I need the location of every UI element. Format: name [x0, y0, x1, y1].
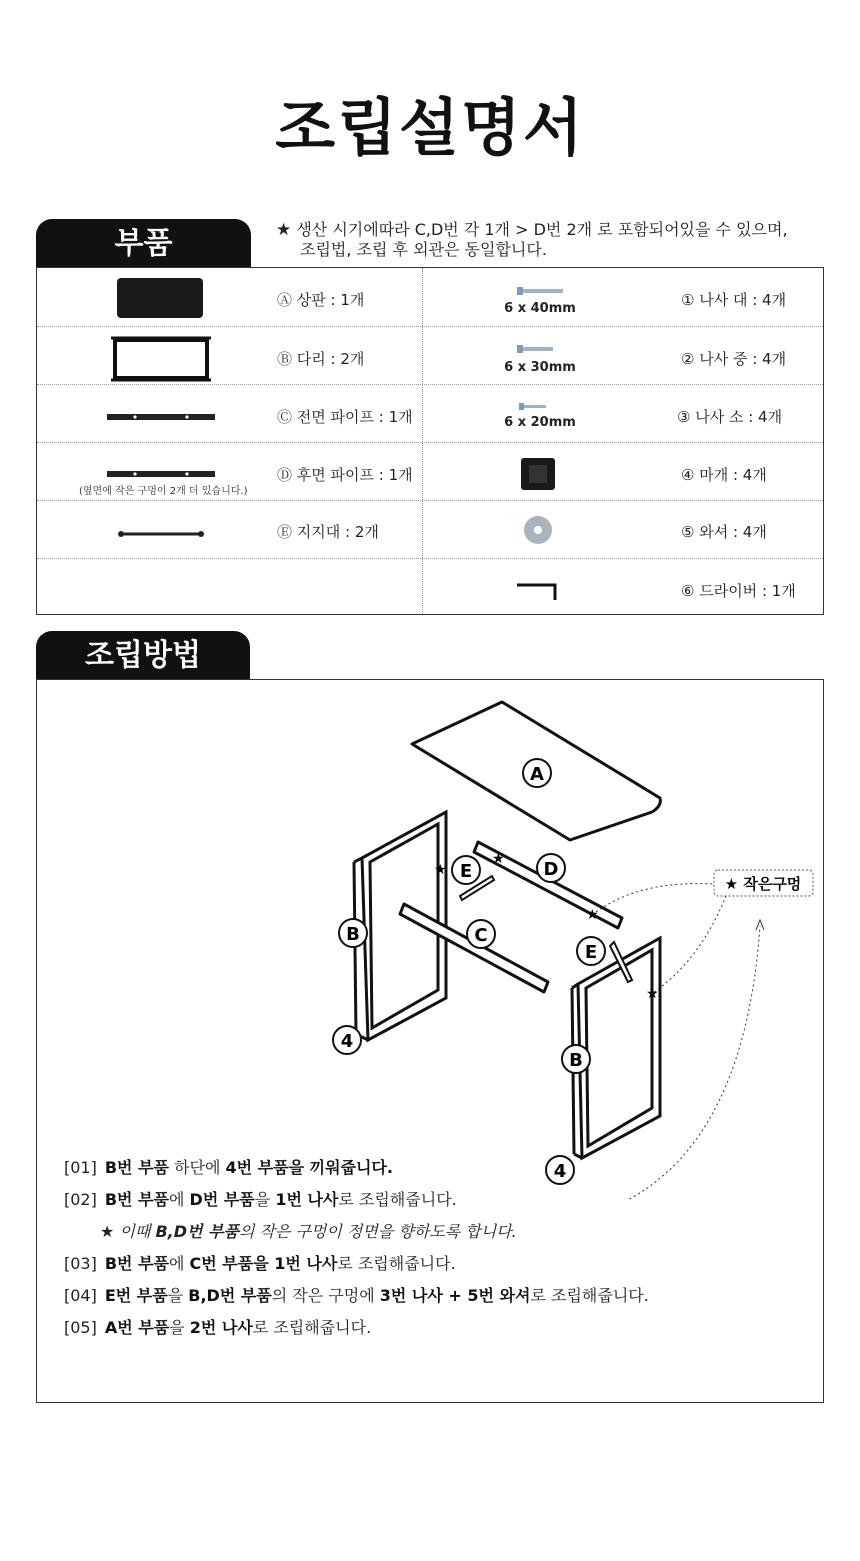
part-e-label: Ⓔ 지지대 : 2개	[277, 523, 379, 541]
part-c-label: Ⓒ 전면 파이프 : 1개	[277, 408, 413, 426]
rear-pipe-image	[107, 471, 215, 477]
connector-line	[654, 896, 726, 992]
svg-text:D: D	[543, 859, 559, 880]
part-3-label: ③ 나사 소 : 4개	[677, 408, 783, 426]
step-05: [05] A번 부품을 2번 나사로 조립해줍니다.	[64, 1318, 372, 1337]
svg-text:B: B	[346, 924, 360, 945]
support-bar-image	[118, 531, 204, 537]
step-02-note: ★ 이때 B,D번 부품의 작은 구멍이 정면을 향하도록 합니다.	[100, 1222, 517, 1241]
screw-large-image	[517, 287, 563, 295]
label-b-right-callout	[562, 1045, 590, 1073]
screw-medium-dim: 6 x 30mm	[504, 360, 576, 375]
part-1-label: ① 나사 대 : 4개	[681, 291, 787, 309]
page-title: 조립설명서	[275, 91, 585, 164]
parts-notice	[276, 220, 836, 260]
diagram-star: ★	[646, 986, 659, 1002]
part-d-label: Ⓓ 후면 파이프 : 1개	[277, 466, 413, 484]
svg-text:C: C	[474, 925, 488, 946]
cap-image	[521, 458, 555, 490]
svg-text:B: B	[569, 1050, 583, 1071]
assembly-diagram	[0, 680, 860, 1200]
svg-text:4: 4	[553, 1161, 567, 1182]
diagram-front-pipe	[400, 904, 548, 992]
step-01: [01] B번 부품 하단에 4번 부품을 끼워줍니다.	[64, 1158, 393, 1177]
screw-small-dim: 6 x 20mm	[504, 415, 576, 430]
part-d-note: (옆면에 작은 구멍이 2개 더 있습니다.)	[79, 486, 248, 497]
assembly-section-tab: 조립방법	[36, 631, 250, 680]
notice-line-2: 조립법, 조립 후 외관은 동일합니다.	[300, 240, 547, 259]
parts-section-tab: 부품	[36, 219, 251, 268]
tabletop-image	[117, 278, 203, 318]
screw-large-dim: 6 x 40mm	[504, 301, 576, 316]
svg-text:★ 작은구멍: ★ 작은구멍	[724, 875, 802, 893]
washer-image	[524, 516, 552, 544]
parts-table	[36, 267, 824, 615]
svg-text:A: A	[530, 764, 544, 785]
part-b-label: Ⓑ 다리 : 2개	[277, 350, 365, 368]
arrow-head	[756, 920, 764, 930]
screw-medium-image	[517, 345, 553, 353]
part-2-label: ② 나사 중 : 4개	[681, 350, 787, 368]
label-a-callout	[523, 759, 551, 787]
notice-line-1: 생산 시기에따라 C,D번 각 1개 > D번 2개 로 포함되어있을 수 있으며,	[296, 220, 788, 239]
svg-text:E: E	[584, 942, 598, 963]
step-03: [03] B번 부품에 C번 부품을 1번 나사로 조립해줍니다.	[64, 1254, 456, 1273]
label-4-left-callout	[333, 1026, 361, 1054]
front-pipe-image	[107, 414, 215, 420]
connector-line	[596, 884, 714, 912]
leg-frame-image	[115, 340, 207, 378]
right-part-images	[423, 268, 823, 614]
star-icon: ★	[276, 220, 292, 240]
label-e-left-callout	[452, 856, 480, 884]
step-02: [02] B번 부품에 D번 부품을 1번 나사로 조립해줍니다.	[64, 1190, 457, 1209]
small-hole-callout	[714, 870, 813, 896]
part-5-label: ⑤ 와셔 : 4개	[681, 523, 767, 541]
left-part-images	[37, 268, 422, 614]
diagram-star: ★	[434, 862, 447, 878]
screw-small-image	[519, 403, 546, 410]
svg-text:E: E	[459, 861, 473, 882]
label-4-right-callout	[546, 1156, 574, 1184]
svg-text:4: 4	[340, 1031, 354, 1052]
diagram-star: ★	[492, 851, 505, 867]
part-a-label: Ⓐ 상판 : 1개	[277, 291, 365, 309]
part-6-label: ⑥ 드라이버 : 1개	[681, 582, 796, 600]
label-d-callout	[537, 854, 565, 882]
label-e-right-callout	[577, 937, 605, 965]
step-04: [04] E번 부품을 B,D번 부품의 작은 구멍에 3번 나사 + 5번 와셔로 조립해줍니다.	[64, 1286, 649, 1305]
label-c-callout	[467, 920, 495, 948]
driver-image	[517, 585, 555, 600]
diagram-star: ★	[586, 907, 599, 923]
label-b-left-callout	[339, 919, 367, 947]
part-4-label: ④ 마개 : 4개	[681, 466, 767, 484]
